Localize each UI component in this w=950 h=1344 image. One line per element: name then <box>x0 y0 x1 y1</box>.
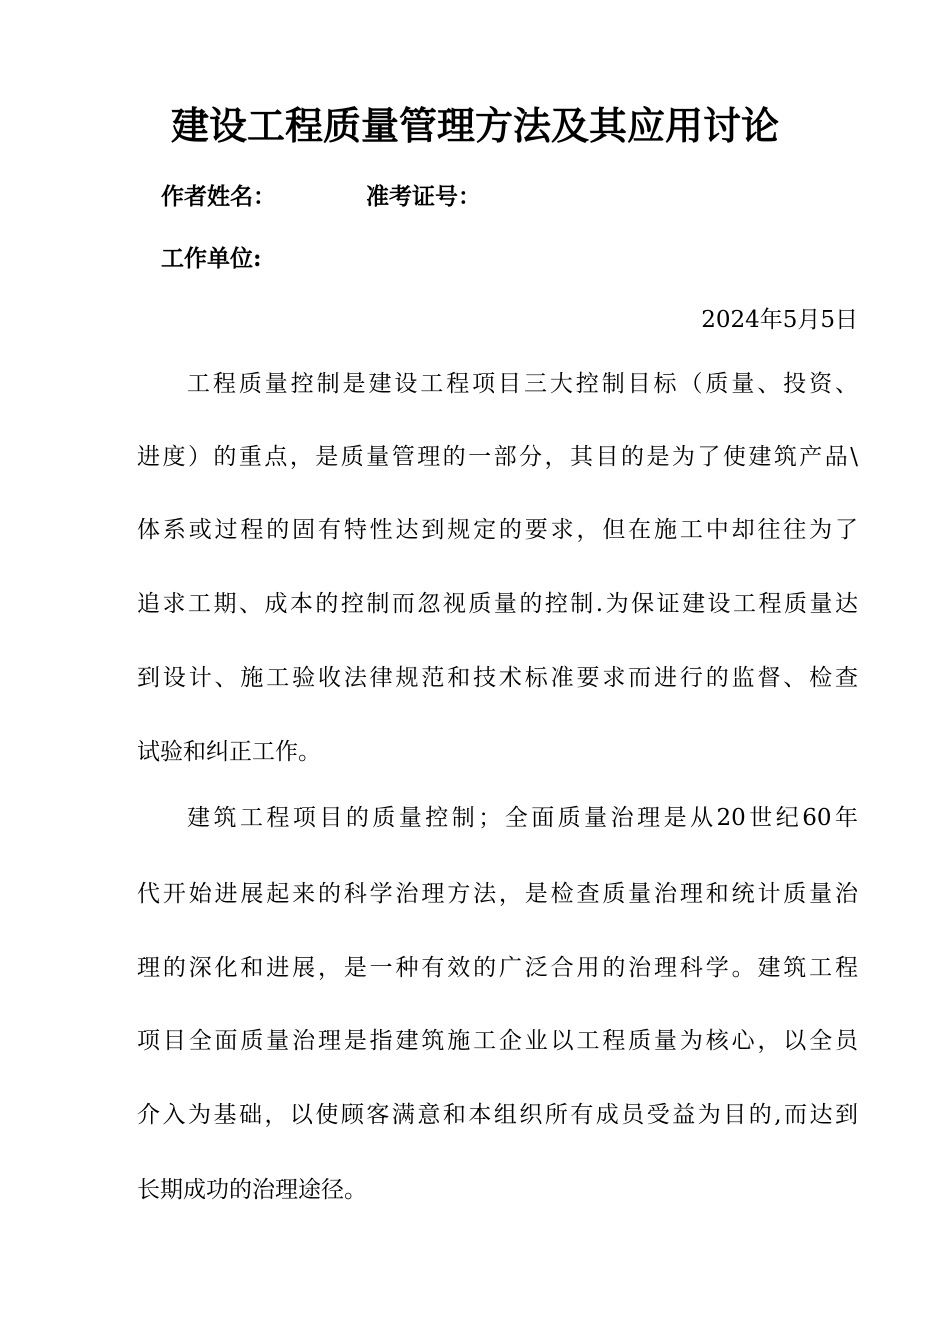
paragraph-line: 长期成功的治理途径。 <box>137 1177 367 1203</box>
paragraph-line: 到设计、施工验收法律规范和技术标准要求而进行的监督、检查 <box>137 665 858 691</box>
paragraph-line: 体系或过程的固有特性达到规定的要求，但在施工中却往往为了 <box>137 517 858 543</box>
exam-id-label: 准考证号： <box>366 183 481 210</box>
paragraph-line: 追求工期、成本的控制而忽视质量的控制.为保证建设工程质量达 <box>137 591 858 617</box>
workplace-label: 工作单位: <box>161 245 262 272</box>
paragraph-line: 建筑工程项目的质量控制；全面质量治理是从20世纪60年 <box>187 805 858 831</box>
paragraph-line: 试验和纠正工作。 <box>137 739 321 765</box>
document-date: 2024年5月5日 <box>701 307 858 333</box>
paragraph-line: 工程质量控制是建设工程项目三大控制目标（质量、投资、 <box>187 371 858 397</box>
paragraph-line: 代开始进展起来的科学治理方法，是检查质量治理和统计质量治 <box>137 881 858 907</box>
paragraph-line: 进度）的重点，是质量管理的一部分，其目的是为了使建筑产品\ <box>137 444 858 470</box>
author-name-label: 作者姓名： <box>161 183 276 210</box>
document-title: 建设工程质量管理方法及其应用讨论 <box>170 103 779 148</box>
paragraph-line: 理的深化和进展，是一种有效的广泛合用的治理科学。建筑工程 <box>137 955 858 981</box>
paragraph-line: 项目全面质量治理是指建筑施工企业以工程质量为核心，以全员 <box>137 1028 858 1054</box>
paragraph-line: 介入为基础，以使顾客满意和本组织所有成员受益为目的,而达到 <box>137 1102 858 1128</box>
